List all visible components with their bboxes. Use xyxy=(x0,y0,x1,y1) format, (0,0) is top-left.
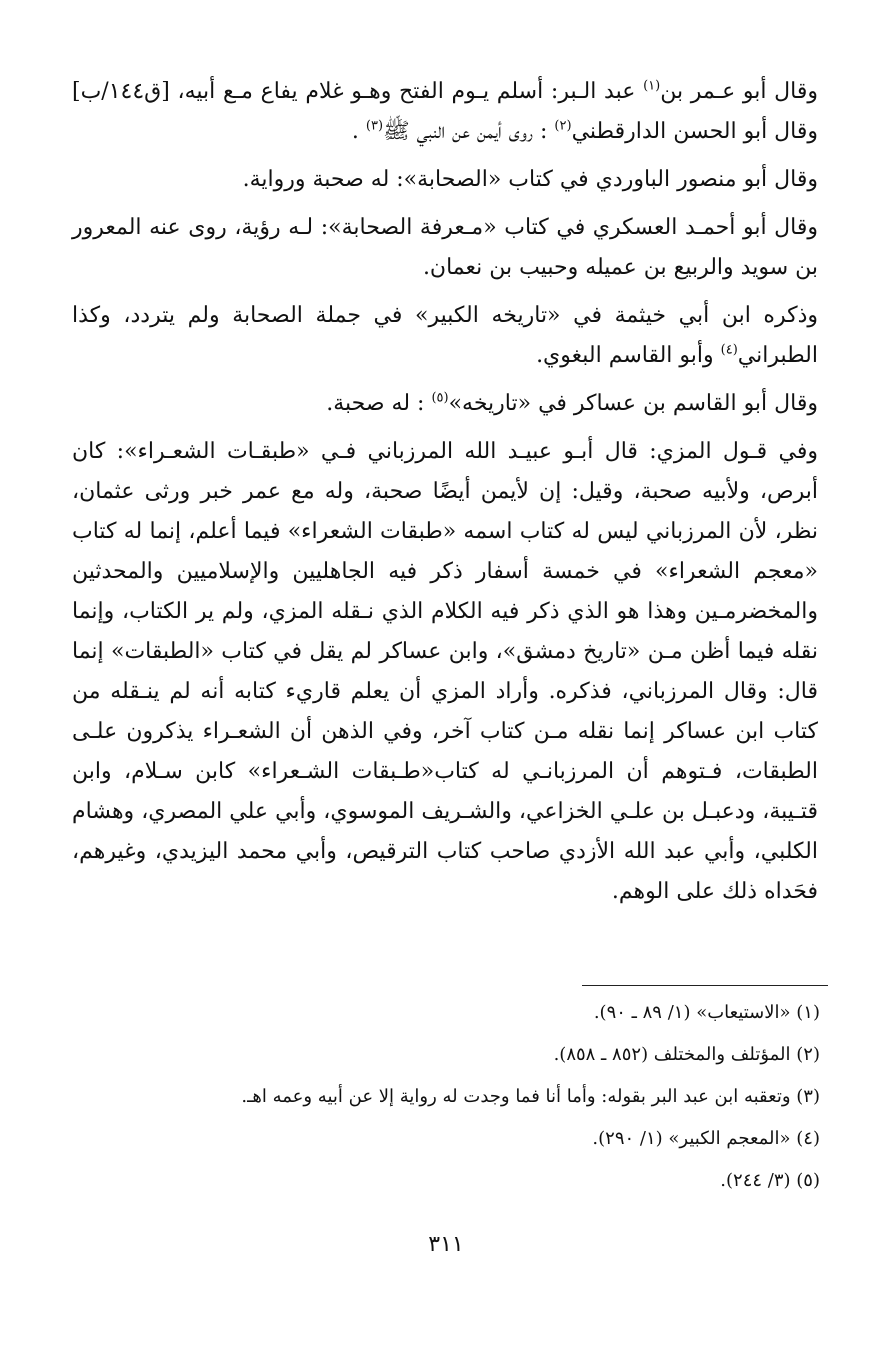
main-text xyxy=(72,72,818,920)
footnote: (١) «الاستيعاب» (١/ ٨٩ ـ ٩٠). xyxy=(593,1002,820,1023)
paragraph xyxy=(72,208,818,288)
footnote: (٤) «المعجم الكبير» (١/ ٢٩٠). xyxy=(592,1128,820,1149)
footnotes xyxy=(72,992,820,1202)
page-number: ٣١١ xyxy=(428,1232,464,1257)
paragraph xyxy=(72,296,818,376)
paragraph-text: : روى أيمن عن النبي ﷺ xyxy=(383,119,555,144)
paragraph xyxy=(72,160,818,200)
footnote-marker: (١) xyxy=(643,78,661,94)
footnote: (٣) وتعقبه ابن عبد البر بقوله: وأما أنا فما وجدت له رواية إلا عن أبيه وعمه اهـ. xyxy=(241,1086,820,1107)
paragraph xyxy=(72,432,818,912)
paragraph xyxy=(72,72,818,152)
footnote-marker: (٥) xyxy=(431,390,449,406)
footnote-marker: (٤) xyxy=(720,342,738,358)
paragraph xyxy=(72,384,818,424)
paragraph-text: . xyxy=(351,119,366,144)
footnote: (٥) (٣/ ٢٤٤). xyxy=(720,1170,820,1191)
paragraph-text: وقال أبو القاسم بن عساكر في «تاريخه» xyxy=(448,391,818,416)
paragraph-text: وذكره ابن أبي خيثمة في «تاريخه الكبير» في جملة الصحابة ولم يتردد، وكذا الطبراني xyxy=(72,303,818,368)
footnote: (٢) المؤتلف والمختلف (٨٥٢ ـ ٨٥٨). xyxy=(553,1044,820,1065)
paragraph-text: وقال أبو عـمر بن xyxy=(660,79,818,104)
paragraph-text: وأبو القاسم البغوي. xyxy=(536,343,721,368)
footnote-marker: (٢) xyxy=(554,118,572,134)
paragraph-text: عبد الـبر: أسلم يـوم الفتح وهـو غلام يفاع مـع أبيه، [ق١٤٤/ب] وقال أبو الحسن الدارقطني xyxy=(72,79,818,144)
paragraph-text: وقال أبو منصور الباوردي في كتاب «الصحابة»: له صحبة ورواية. xyxy=(242,167,818,192)
footnote-divider xyxy=(582,985,828,986)
footnote-marker: (٣) xyxy=(365,118,384,134)
paragraph-text: : له صحبة. xyxy=(326,391,432,416)
paragraph-text: وفي قـول المزي: قال أبـو عبيـد الله المرزباني فـي «طبقـات الشعـراء»: كان أبرص، ولأبيه صحبة، وقيل: إن لأيمن أيضًا صحبة، وله مع عمر خبر ورثى عثمان، نظر، لأن المرزباني ليس له كتاب اسمه «طبقات الشعراء» فيما أعلم، إنما له كتاب «معجم الشعراء» في خمسة أسفار ذكر فيه الجاهليين والإسلاميين والمحدثين والمخضرمـين وهذا هو الذي ذكر فيه الكلام الذي نـقله المزي، ولم ير الكتاب، وإنما نقله فيما أظن مـن «تاريخ دمشق»، وابن عساكر لم يقل في كتاب «الطبقات» إنما قال: وقال المرزباني، فذكره. وأراد المزي أن يعلم قاريء كتابه أنه لم ينـقله من كتاب ابن عساكر إنما نقله مـن كتاب آخر، وفي الذهن أن الشعـراء يذكرون علـى الطبقات، فـتوهم أن المرزبانـي له كتاب«طـبقات الشـعراء» كابن سـلام، وابن قتـيبة، ودعبـل بن علـي الخزاعي، والشـريف الموسوي، وأبي علي المصري، وهشام الكلبي، وأبي عبد الله الأزدي صاحب كتاب الترقيص، وأبي محمد اليزيدي، وغيرهم، فحَداه ذلك على الوهم. xyxy=(72,439,818,904)
paragraph-text: وقال أبو أحمـد العسكري في كتاب «مـعرفة الصحابة»: لـه رؤية، روى عنه المعرور بن سويد والربيع بن عميله وحبيب بن نعمان. xyxy=(72,215,818,280)
